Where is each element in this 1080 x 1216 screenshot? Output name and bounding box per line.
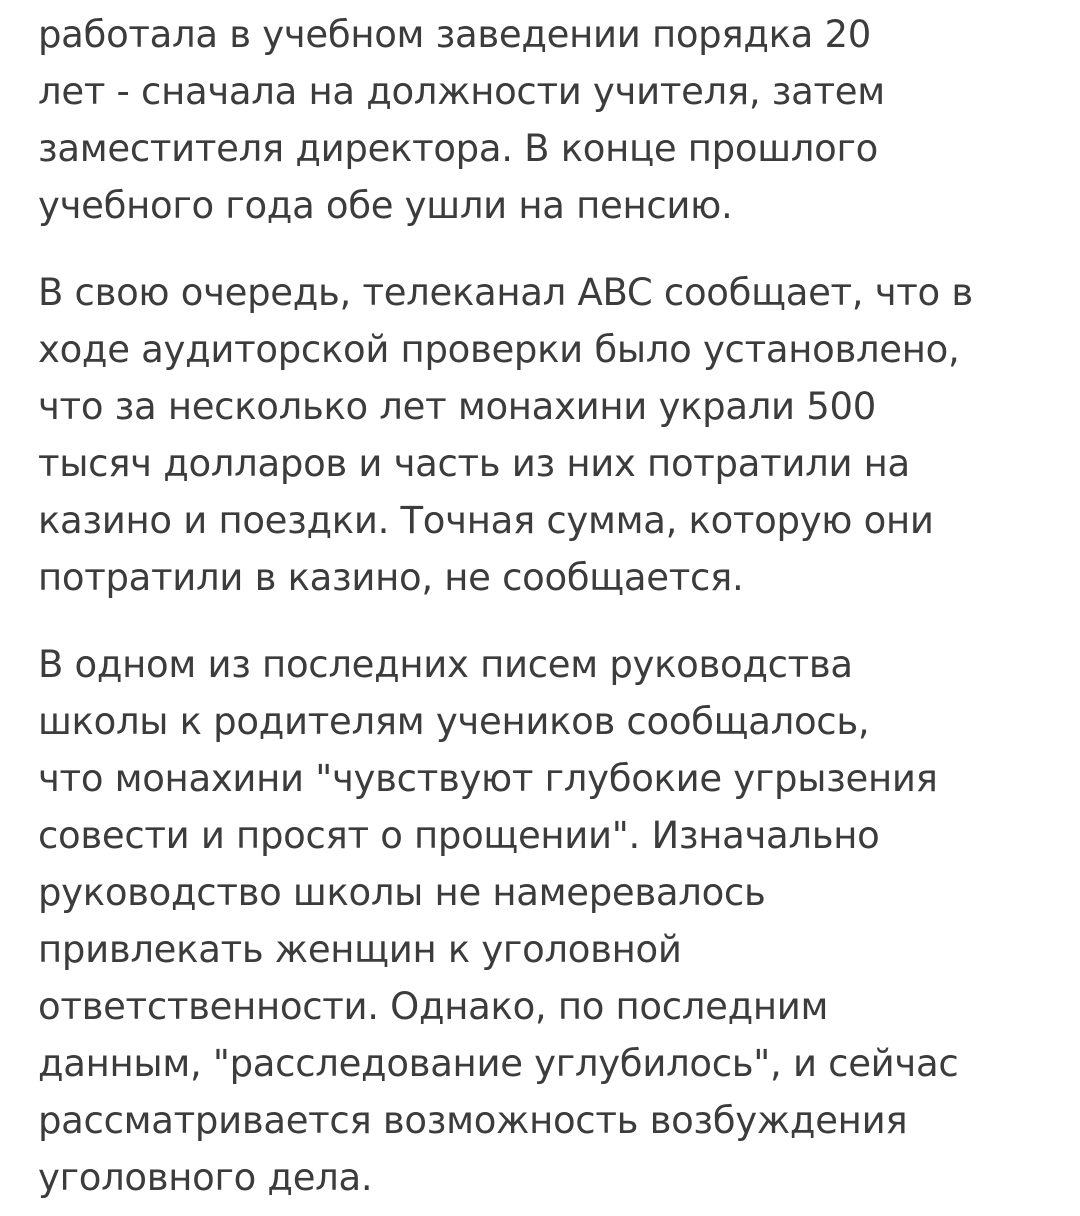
text-line: данным, "расследование углубилось", и сейчас xyxy=(38,1042,959,1085)
text-line: ходе аудиторской проверки было установлено, xyxy=(38,328,960,371)
text-line: заместителя директора. В конце прошлого xyxy=(38,127,878,170)
text-line: ответственности. Однако, по последним xyxy=(38,985,829,1028)
text-line: руководство школы не намеревалось xyxy=(38,871,766,914)
text-line: совести и просят о прощении". Изначально xyxy=(38,814,880,857)
text-line: школы к родителям учеников сообщалось, xyxy=(38,700,870,743)
text-line: что монахини "чувствуют глубокие угрызения xyxy=(38,757,938,800)
text-line: привлекать женщин к уголовной xyxy=(38,928,682,971)
paragraph-3 xyxy=(38,636,1040,1206)
text-line: В одном из последних писем руководства xyxy=(38,643,853,686)
paragraph-2 xyxy=(38,264,1040,606)
text-line: учебного года обе ушли на пенсию. xyxy=(38,184,733,227)
text-line: потратили в казино, не сообщается. xyxy=(38,556,744,599)
text-line: казино и поездки. Точная сумма, которую они xyxy=(38,499,934,542)
text-line: В свою очередь, телеканал ABC сообщает, что в xyxy=(38,271,973,314)
paragraph-1 xyxy=(38,6,1040,234)
text-line: тысяч долларов и часть из них потратили на xyxy=(38,442,910,485)
text-line: работала в учебном заведении порядка 20 xyxy=(38,13,871,56)
text-line: лет - сначала на должности учителя, затем xyxy=(38,70,885,113)
text-line: уголовного дела. xyxy=(38,1156,373,1199)
text-line: что за несколько лет монахини украли 500 xyxy=(38,385,876,428)
text-line: рассматривается возможность возбуждения xyxy=(38,1099,908,1142)
